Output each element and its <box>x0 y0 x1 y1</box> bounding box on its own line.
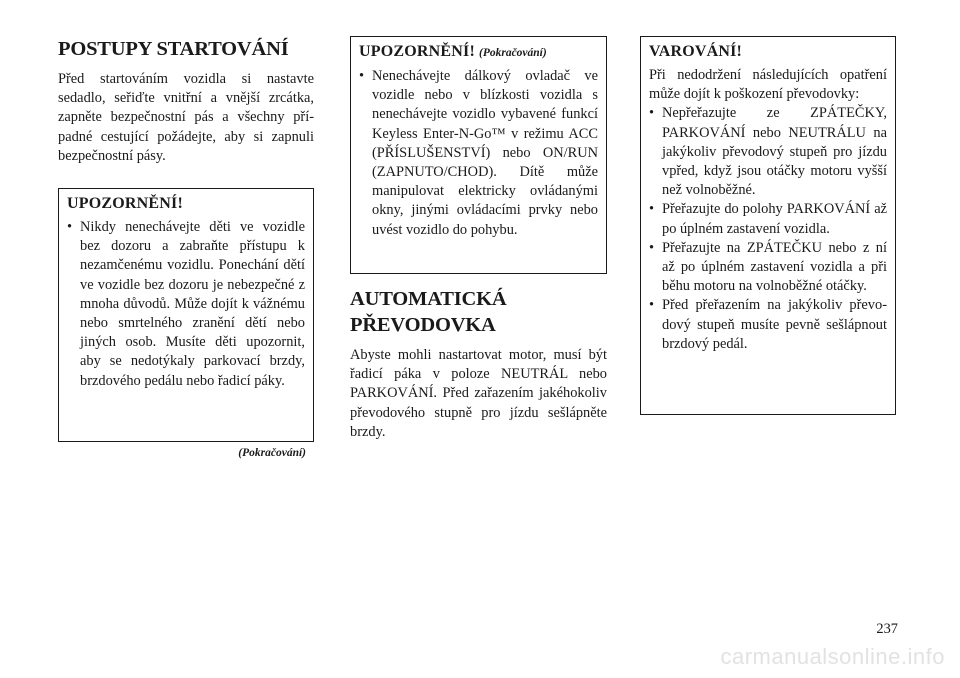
caution-title-continued <box>359 42 598 63</box>
warning-item-text: Přeřazujte do polohy PARKOVÁNÍ až po úplném zastavení vozidla. <box>662 201 887 237</box>
heading-line-1: AUTOMATICKÁ <box>350 288 507 310</box>
continued-tag: (Pokračování) <box>478 47 547 59</box>
caution-item <box>359 67 598 240</box>
watermark: carmanualsonline.info <box>720 644 945 669</box>
warning-item-text: Před přeřazením na jakýkoliv převodový stupeň musíte pevně sešlápnout brzdový pedál. <box>662 297 887 352</box>
warning-item-text: Přeřazujte na ZPÁTEČKU nebo z ní až po úplném zastavení vozidla a při běhu motoru na volnoběžné otáčky. <box>662 239 887 295</box>
caution-box-children <box>58 188 314 442</box>
intro-paragraph: Před startováním vozidla si nastavte sedadlo, seřiďte vnitřní a vnější zrcátka, zapněte bezpečnostní pás a všechny případné cestující požádejte, aby si zapnuli bezpečnostní pásy. <box>58 71 314 164</box>
caution-title: UPOZORNĚNÍ! <box>67 195 183 213</box>
caution-item-text: Nikdy nenechávejte děti ve vozidle bez dozoru a zabraňte přístupu k nezamčenému vozidlu. Ponechání dětí ve vozidle bez dozoru je nebezpečné z mnoha důvodů. Může dojít k vážnému nebo smrtelného zranění dětí nebo jiných osob. Musíte děti upozornit, aby se nedotýkaly parkovací brzdy, brzdového pedálu nebo řadicí páky. <box>80 219 305 389</box>
caution-list <box>67 218 305 391</box>
column-right <box>640 36 896 415</box>
warning-item <box>649 104 887 200</box>
bullet-icon: • <box>649 105 655 122</box>
warning-box-transmission <box>640 36 896 415</box>
warning-title: VAROVÁNÍ! <box>649 43 743 60</box>
caution-title-text: UPOZORNĚNÍ! <box>359 43 475 60</box>
bullet-icon: • <box>649 239 655 256</box>
bullet-icon: • <box>67 219 73 236</box>
warning-list <box>649 104 887 354</box>
heading-line-2: PŘEVODOVKA <box>350 314 496 336</box>
caution-item-text: Nenechávejte dálkový ovladač ve vozidle nebo v blízkosti vozidla s nenechávejte vozidlo vybavené funkcí Keyless Enter-N-Go™ v režimu ACC (PŘÍSLUŠENSTVÍ) nebo ON/RUN (ZAPNUTO/CHOD). Dítě může manipulovat elektricky ovládanými okny, jinými ovládacími prvky nebo uvést vozidlo do pohybu. <box>372 68 598 238</box>
caution-box-continued <box>350 36 607 274</box>
warning-item <box>649 200 887 238</box>
warning-item <box>649 239 887 297</box>
transmission-paragraph: Abyste mohli nastartovat motor, musí být řadicí páka v poloze NEUTRÁL nebo PARKOVÁNÍ. Před zařazením jakéhokoliv převodového stupně pro jízdu sešlápněte brzdy. <box>350 347 607 440</box>
section-heading-automatic-transmission <box>350 286 607 338</box>
caution-list-continued <box>359 67 598 240</box>
continued-label: (Pokračování) <box>238 447 306 460</box>
bullet-icon: • <box>359 68 365 84</box>
bullet-icon: • <box>649 201 655 218</box>
column-middle <box>350 36 607 442</box>
warning-item-text: Nepřeřazujte ze ZPÁTEČKY, PARKOVÁNÍ nebo NEUTRÁLU na jakýkoliv převodový stupeň pro jízdu vpřed, když jsou otáčky motoru vyšší než volnoběžné. <box>662 105 887 199</box>
page-number: 237 <box>876 621 898 637</box>
column-left <box>58 36 314 459</box>
caution-item <box>67 218 305 391</box>
section-heading-starting-procedures: POSTUPY STARTOVÁNÍ <box>58 38 289 60</box>
warning-intro: Při nedodržení následujících opatření může dojít k poškození převodovky: <box>649 67 887 103</box>
bullet-icon: • <box>649 297 655 314</box>
warning-item <box>649 296 887 354</box>
